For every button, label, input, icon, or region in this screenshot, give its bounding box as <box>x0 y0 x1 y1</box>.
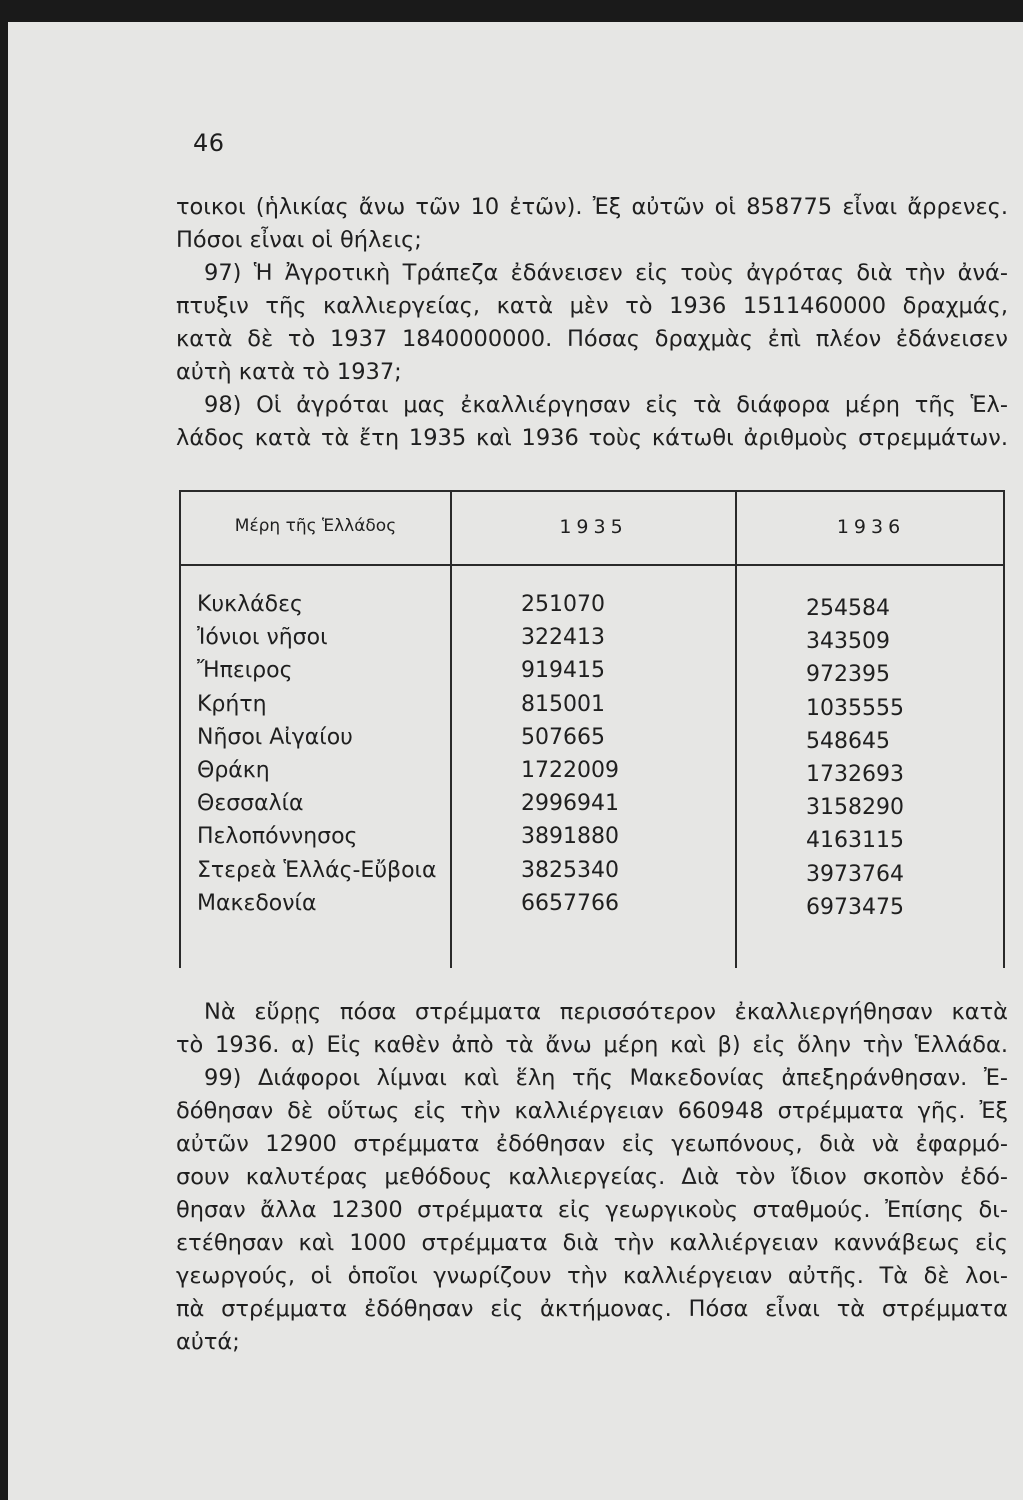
text-line: δόθησαν δὲ οὕτως εἰς τὴν καλλιέργειαν 660948 στρέμματα γῆς. Ἐξ <box>176 1098 1008 1124</box>
value-1936: 1035555 <box>806 695 904 721</box>
text-line: Πόσοι εἶναι οἱ θήλεις; <box>176 227 422 253</box>
text-line: σουν καλυτέρας μεθόδους καλλιεργείας. Διὰ τὸν ἴδιον σκοπὸν ἐδό- <box>176 1164 1008 1190</box>
text-line: τὸ 1936. α) Εἰς καθὲν ἀπὸ τὰ ἄνω μέρη καὶ β) εἰς ὅλην τὴν Ἑλλάδα. <box>176 1032 1008 1058</box>
value-1935: 1722009 <box>521 757 619 783</box>
table-row <box>181 791 1003 824</box>
region-name: Στερεὰ Ἑλλάς-Εὔβοια <box>197 857 437 883</box>
table-header <box>181 492 1003 566</box>
text-line: αὐτῶν 12900 στρέμματα ἐδόθησαν εἰς γεωπόνους, διὰ νὰ ἐφαρμό- <box>176 1131 1008 1157</box>
value-1936: 4163115 <box>806 828 904 854</box>
value-1936: 6973475 <box>806 894 904 920</box>
header-1936: 1936 <box>836 516 906 538</box>
bottom-paragraphs <box>176 996 1008 1359</box>
table-row <box>181 625 1003 658</box>
text-line: γεωργούς, οἱ ὁποῖοι γνωρίζουν τὴν καλλιέργειαν αὐτῆς. Τὰ δὲ λοι- <box>176 1263 1008 1289</box>
text-line: λάδος κατὰ τὰ ἔτη 1935 καὶ 1936 τοὺς κάτωθι ἀριθμοὺς στρεμμάτων. <box>176 425 1008 451</box>
text-line: πτυξιν τῆς καλλιεργείας, κατὰ μὲν τὸ 1936 1511460000 δραχμάς, <box>176 293 1008 319</box>
table-row <box>181 858 1003 891</box>
text-line: 98) Οἱ ἀγρόται μας ἐκαλλιέργησαν εἰς τὰ διάφορα μέρη τῆς Ἑλ- <box>204 392 1008 418</box>
acreage-table <box>179 490 1005 968</box>
region-name: Θεσσαλία <box>197 791 304 817</box>
value-1936: 3158290 <box>806 795 904 821</box>
book-page <box>8 22 1023 1500</box>
table-body <box>181 592 1003 924</box>
value-1935: 3891880 <box>521 824 619 850</box>
value-1936: 972395 <box>806 662 890 688</box>
text-line: 97) Ἡ Ἀγροτικὴ Τράπεζα ἐδάνεισεν εἰς τοὺς ἀγρότας διὰ τὴν ἀνά- <box>204 260 1008 286</box>
table-row <box>181 658 1003 691</box>
text-line: θησαν ἄλλα 12300 στρέμματα εἰς γεωργικοὺς σταθμούς. Ἐπίσης δι- <box>176 1197 1008 1223</box>
table-row <box>181 824 1003 857</box>
region-name: Κυκλάδες <box>197 592 303 617</box>
text-line: τοικοι (ἡλικίας ἄνω τῶν 10 ἐτῶν). Ἐξ αὐτῶν οἱ 858775 εἶναι ἄρρενες. <box>176 194 1008 220</box>
value-1935: 507665 <box>521 724 605 750</box>
header-1935: 1935 <box>559 516 628 538</box>
value-1936: 1732693 <box>806 761 904 787</box>
page-number: 46 <box>193 129 225 157</box>
table-row <box>181 692 1003 725</box>
region-name: Ἰόνιοι νῆσοι <box>197 625 328 651</box>
region-name: Νῆσοι Αἰγαίου <box>197 724 353 750</box>
table-row <box>181 725 1003 758</box>
value-1936: 548645 <box>806 728 890 754</box>
value-1935: 2996941 <box>521 791 619 817</box>
value-1935: 3825340 <box>521 857 619 883</box>
value-1936: 254584 <box>806 596 890 621</box>
table-row <box>181 592 1003 625</box>
header-regions: Μέρη τῆς Ἑλλάδος <box>234 516 397 536</box>
text-line: αὐτά; <box>176 1329 240 1355</box>
value-1935: 815001 <box>521 691 605 717</box>
value-1935: 6657766 <box>521 890 619 916</box>
top-paragraphs <box>176 191 1008 455</box>
value-1935: 919415 <box>521 658 605 684</box>
region-name: Κρήτη <box>197 691 267 717</box>
region-name: Πελοπόννησος <box>197 824 358 850</box>
value-1935: 251070 <box>521 592 605 617</box>
table-row <box>181 758 1003 791</box>
table-row <box>181 891 1003 924</box>
text-line: πὰ στρέμματα ἐδόθησαν εἰς ἀκτήμονας. Πόσα εἶναι τὰ στρέμματα <box>176 1296 1008 1322</box>
text-line: Νὰ εὕρῃς πόσα στρέμματα περισσότερον ἐκαλλιεργήθησαν κατὰ <box>204 999 1008 1025</box>
text-line: αὐτὴ κατὰ τὸ 1937; <box>176 359 402 385</box>
value-1935: 322413 <box>521 625 605 651</box>
region-name: Μακεδονία <box>197 890 317 916</box>
text-line: κατὰ δὲ τὸ 1937 1840000000. Πόσας δραχμὰς ἐπὶ πλέον ἐδάνεισεν <box>176 326 1008 352</box>
text-line: ετέθησαν καὶ 1000 στρέμματα διὰ τὴν καλλιέργειαν καννάβεως εἰς <box>176 1230 1008 1256</box>
region-name: Θράκη <box>197 757 270 783</box>
region-name: Ἤπειρος <box>197 658 293 684</box>
value-1936: 3973764 <box>806 861 904 887</box>
value-1936: 343509 <box>806 629 890 655</box>
text-line: 99) Διάφοροι λίμναι καὶ ἕλη τῆς Μακεδονίας ἀπεξηράνθησαν. Ἐ- <box>204 1065 1008 1091</box>
